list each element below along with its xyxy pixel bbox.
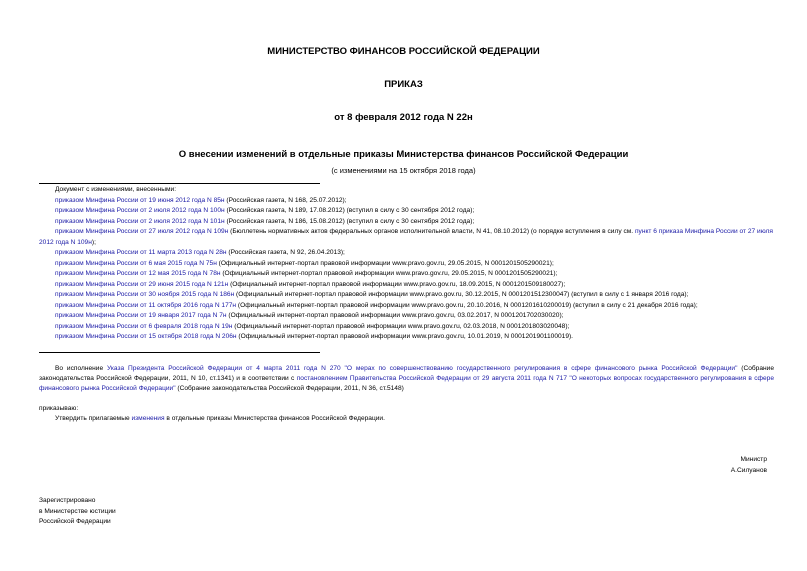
list-item xyxy=(39,206,774,217)
registration-line: Российской Федерации xyxy=(39,518,111,525)
order-word: приказываю: xyxy=(39,405,79,412)
amendment-link[interactable]: приказом Минфина России от 12 мая 2015 года N 78н xyxy=(55,270,221,277)
date-number-heading: от 8 февраля 2012 года N 22н xyxy=(334,112,473,123)
signature-block xyxy=(731,455,767,476)
list-item xyxy=(39,332,774,343)
list-item xyxy=(39,290,774,301)
top-divider xyxy=(39,183,320,184)
list-item xyxy=(39,217,774,228)
list-item xyxy=(39,259,774,270)
resolution-link[interactable]: постановлением Правительства Российской Федерации от 29 августа 2011 года N 717 "О некоторых вопросах государственного регулирования в сфере финансового рынка Российской Федерации" xyxy=(39,375,774,392)
amendment-link[interactable]: приказом Минфина России от 6 мая 2015 года N 75н xyxy=(55,259,217,267)
list-item xyxy=(39,322,774,333)
amendment-link[interactable]: приказом Минфина России от 15 октября 2018 года N 206н xyxy=(55,333,237,340)
amendment-source: (Официальный интернет-портал правовой информации www.pravo.gov.ru, 03.02.2017, N 0001201702030020); xyxy=(226,312,564,319)
bottom-divider xyxy=(39,352,320,353)
ministry-heading: МИНИСТЕРСТВО ФИНАНСОВ РОССИЙСКОЙ ФЕДЕРАЦИИ xyxy=(267,46,540,57)
amendment-source: (Официальный интернет-портал правовой информации www.pravo.gov.ru, 10.01.2019, N 0001201901100019). xyxy=(236,333,574,340)
preamble-paragraph: Во исполнение Указа Президента Российской Федерации от 4 марта 2011 года N 270 "О мерах по совершенствованию государственного регулирования в сфере финансового рынка Российской Федерации" (Собрание законодательства Российской Федерации, 2011, N 10, ст.1341) и в соответствии с постановлением Правительства Российской Федерации от 29 августа 2011 года N 717 "О некоторых вопросах государственного регулирования в сфере финансового рынка Российской Федерации" (Собрание законодательства Российской Федерации, 2011, N 36, ст.5148) xyxy=(39,365,774,392)
list-item xyxy=(39,311,774,322)
document-title: О внесении изменений в отдельные приказы Министерства финансов Российской Федерации xyxy=(178,149,629,160)
amendment-link[interactable]: приказом Минфина России от 19 января 2017 года N 7н xyxy=(55,312,227,319)
amendment-link[interactable]: приказом Минфина России от 11 марта 2013 года N 28н xyxy=(55,249,227,256)
edition-note: (с изменениями на 15 октября 2018 года) xyxy=(331,166,476,175)
signatory-name: А.Силуанов xyxy=(730,466,767,474)
amendments-list xyxy=(39,185,774,343)
amendments-intro: Документ с изменениями, внесенными: xyxy=(55,186,177,193)
list-item xyxy=(39,196,774,207)
registration-line: в Министерстве юстиции xyxy=(39,507,116,515)
amendment-source: (Российская газета, N 189, 17.08.2012) (вступил в силу с 30 сентября 2012 года); xyxy=(224,207,475,214)
changes-link[interactable]: изменения xyxy=(131,415,165,422)
amendment-link[interactable]: приказом Минфина России от 11 октября 2016 года N 177н xyxy=(55,301,237,309)
list-item xyxy=(39,301,774,312)
doc-type-heading: ПРИКАЗ xyxy=(384,79,423,90)
amendment-source: (Официальный интернет-портал правовой информации www.pravo.gov.ru, 29.05.2015, N 0001201505290021); xyxy=(216,259,554,267)
list-item xyxy=(39,248,774,259)
amendment-link[interactable]: приказом Минфина России от 19 июня 2012 года N 85н xyxy=(55,196,225,204)
list-item xyxy=(39,227,774,248)
amendment-source: (Официальный интернет-портал правовой информации www.pravo.gov.ru, 20.10.2016, N 0001201610200019) (вступил в силу с 21 декабря 2016 года); xyxy=(236,301,698,309)
amendment-link[interactable]: приказом Минфина России от 30 ноября 2015 года N 186н xyxy=(55,291,235,298)
amendment-link[interactable]: приказом Минфина России от 29 июня 2015 года N 121н xyxy=(55,280,229,288)
amendment-source: (Официальный интернет-портал правовой информации www.pravo.gov.ru, 29.05.2015, N 0001201505290021); xyxy=(220,270,558,277)
approval-paragraph: Утвердить прилагаемые изменения в отдельные приказы Министерства финансов Российской Федерации. xyxy=(55,415,385,422)
signatory-title: Министр xyxy=(740,456,767,463)
amendment-link[interactable]: приказом Минфина России от 27 июля 2012 года N 109н xyxy=(55,228,229,235)
amendment-link-point[interactable]: пункт 6 приказа Минфина России от 27 июля 2012 года N 109н xyxy=(39,228,773,246)
amendment-source: ); xyxy=(91,238,96,246)
amendment-source: (Бюллетень нормативных актов федеральных органов исполнительной власти, N 41, 08.10.2012) (о порядке вступления в силу см. xyxy=(228,228,635,235)
amendment-link[interactable]: приказом Минфина России от 6 февраля 2018 года N 19н xyxy=(55,322,233,330)
amendment-source: (Официальный интернет-портал правовой информации www.pravo.gov.ru, 30.12.2015, N 0001201512300047) (вступил в силу с 1 января 2016 года); xyxy=(234,291,689,298)
list-item xyxy=(39,280,774,291)
amendment-source: (Официальный интернет-портал правовой информации www.pravo.gov.ru, 02.03.2018, N 0001201803020048); xyxy=(232,322,570,330)
amendment-source: (Официальный интернет-портал правовой информации www.pravo.gov.ru, 18.09.2015, N 0001201509180027); xyxy=(228,280,566,288)
registration-block xyxy=(39,496,116,528)
decree-link[interactable]: Указа Президента Российской Федерации от 4 марта 2011 года N 270 "О мерах по совершенствованию государственного регулирования в сфере финансового рынка Российской Федерации" xyxy=(106,365,738,372)
registration-line: Зарегистрировано xyxy=(39,497,96,504)
amendment-source: (Российская газета, N 186, 15.08.2012) (вступил в силу с 30 сентября 2012 года); xyxy=(224,217,475,225)
list-item xyxy=(39,269,774,280)
amendment-link[interactable]: приказом Минфина России от 2 июля 2012 года N 100н xyxy=(55,207,225,214)
amendment-source: (Российская газета, N 92, 26.04.2013); xyxy=(226,249,345,256)
amendment-link[interactable]: приказом Минфина России от 2 июля 2012 года N 101н xyxy=(55,217,225,225)
amendment-source: (Российская газета, N 168, 25.07.2012); xyxy=(224,196,347,204)
